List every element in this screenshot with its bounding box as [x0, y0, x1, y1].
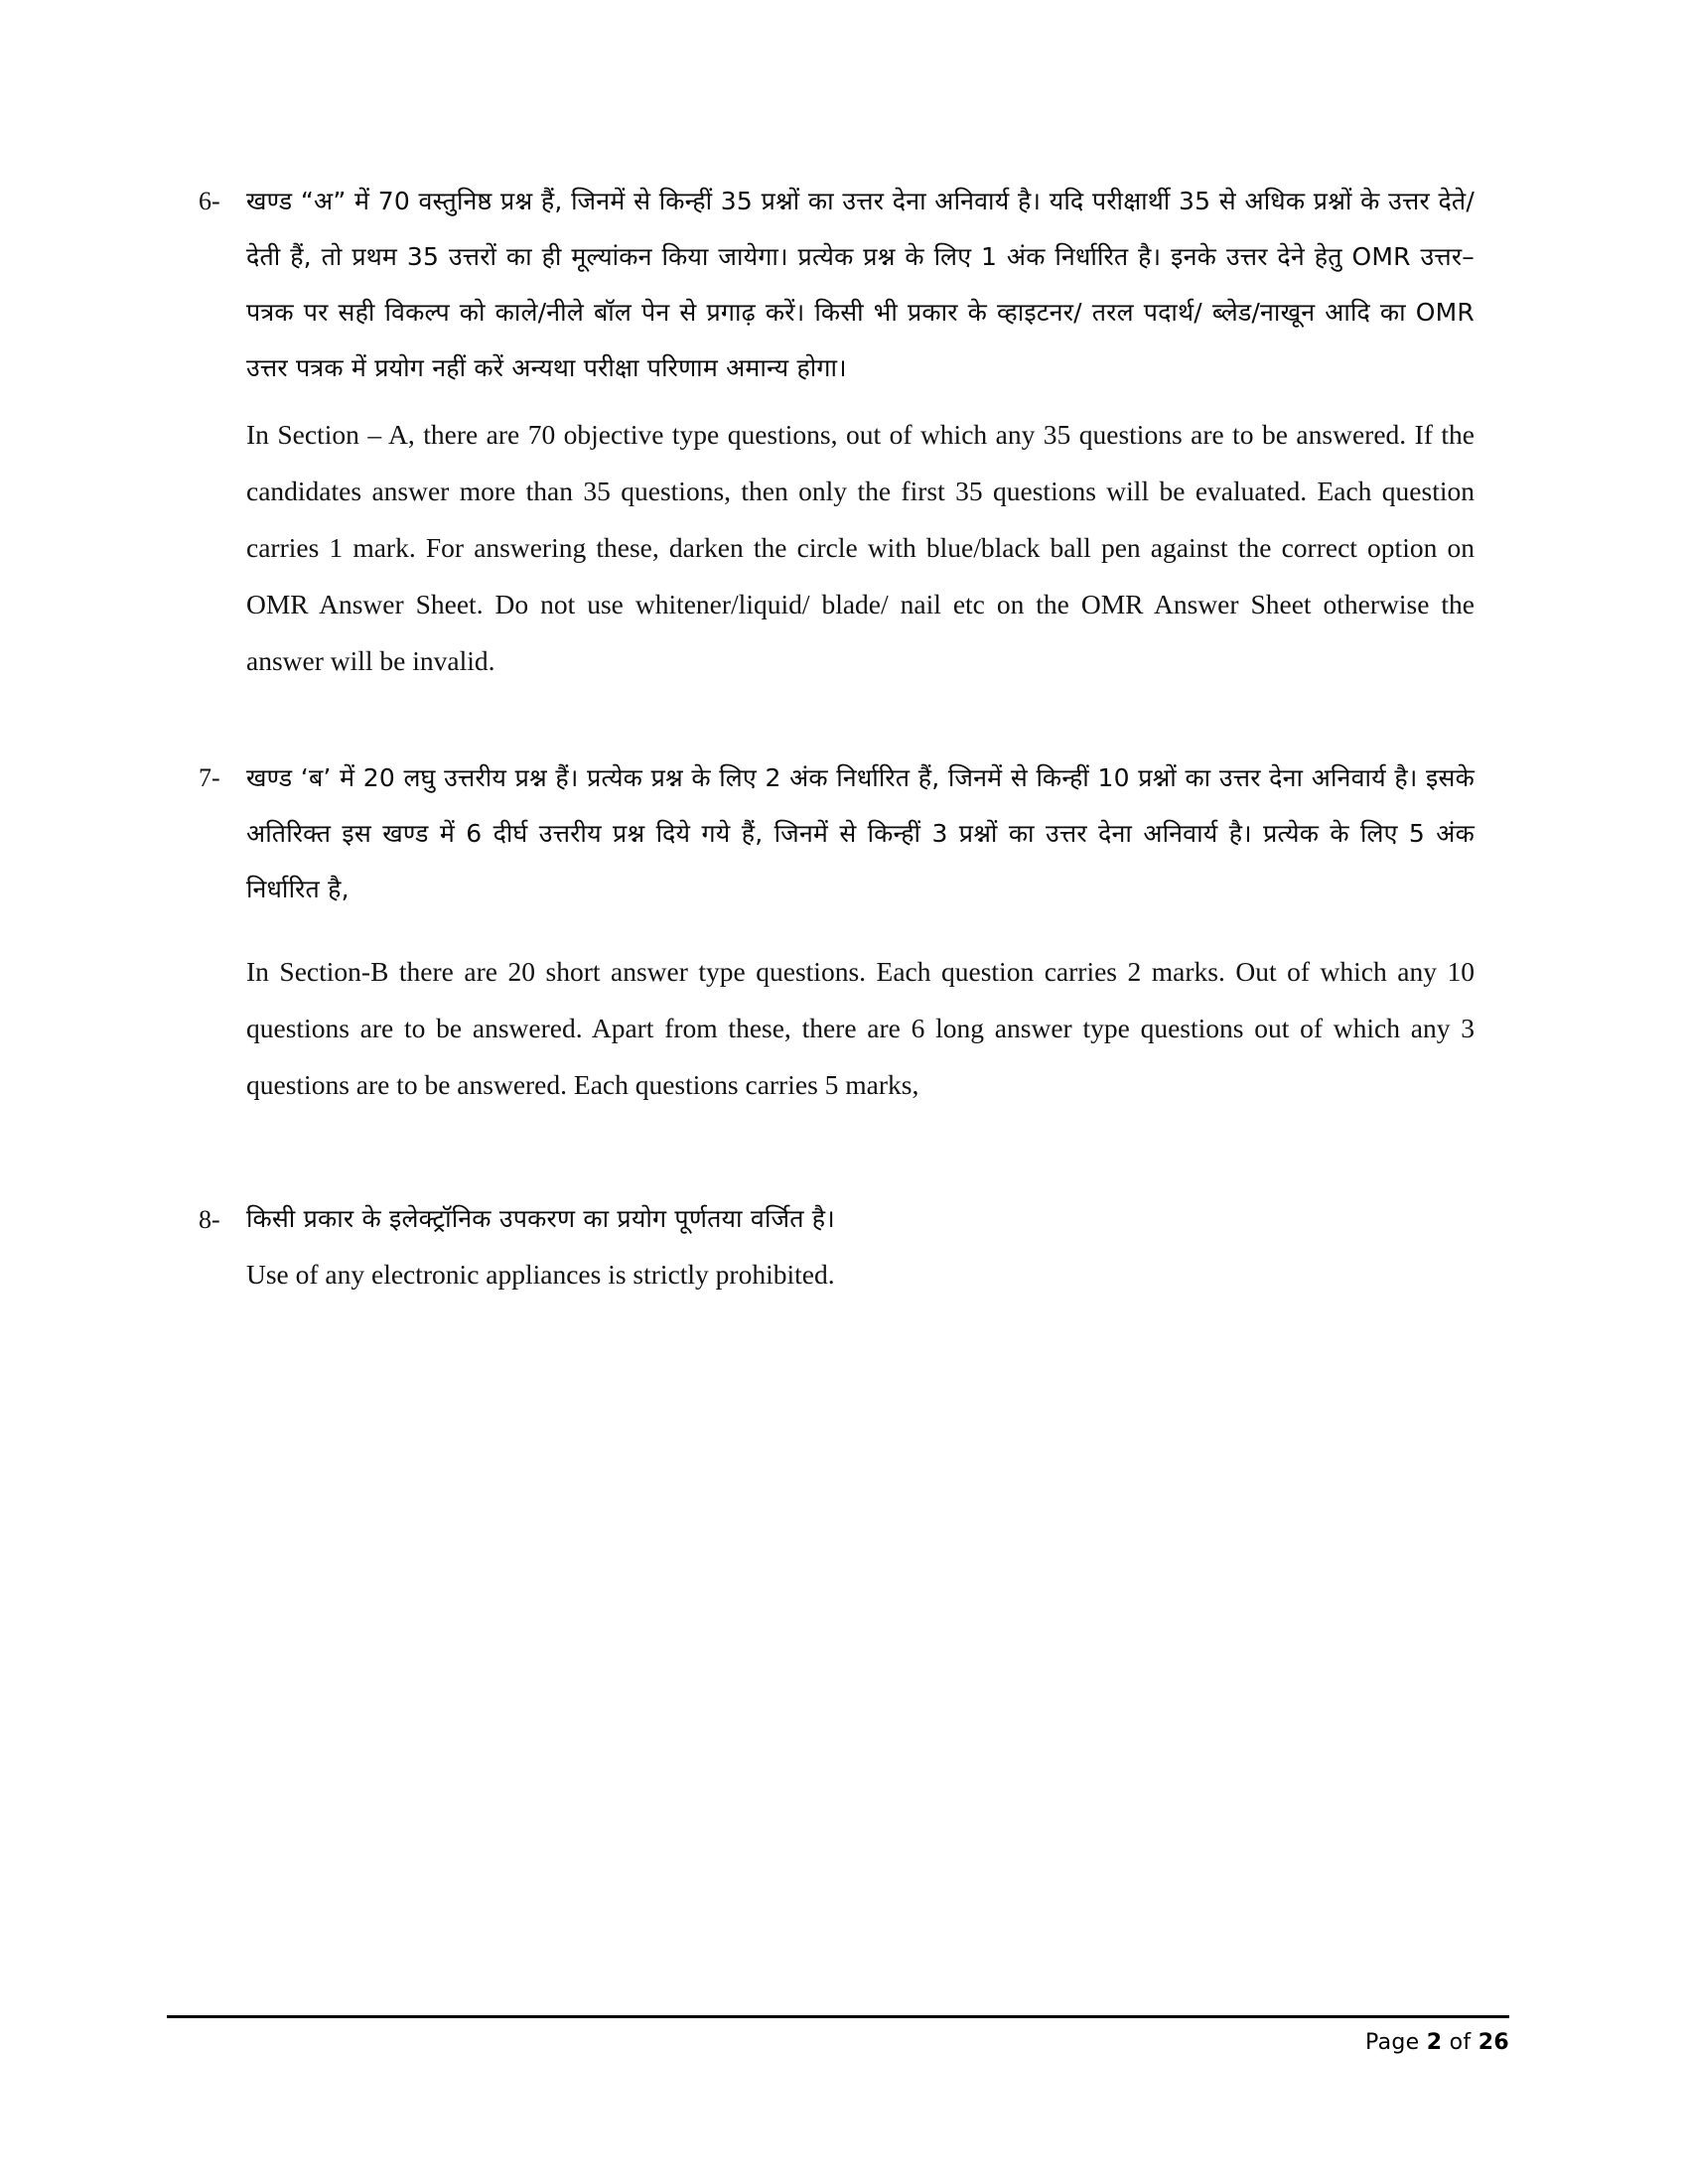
instruction-english-8: Use of any electronic appliances is strictly prohibited. [246, 1259, 835, 1290]
instruction-item-6 [199, 174, 1475, 689]
instruction-body-7 [246, 751, 1475, 1113]
paragraph-spacer [246, 917, 1475, 943]
instruction-english-7: In Section-B there are 20 short answer type questions. Each question carries 2 marks. Out of which any 10 questions are to be answered. Apart from these, there are 6 long answer type questions out of which any 3 questions are to be answered. Each questions carries 5 marks, [246, 956, 1475, 1100]
page-current-number: 2 [1426, 2030, 1443, 2055]
page-label-prefix: Page [1365, 2030, 1420, 2055]
page-total-number: 26 [1477, 2030, 1509, 2055]
instruction-number-6: 6- [199, 187, 220, 215]
item-spacer [199, 1149, 1475, 1192]
footer-divider [167, 2015, 1509, 2018]
instruction-hindi-8: किसी प्रकार के इलेक्ट्रॉनिक उपकरण का प्रयोग पूर्णतया वर्जित है। [246, 1204, 835, 1233]
instruction-number-8: 8- [199, 1205, 220, 1234]
page-footer [167, 2015, 1509, 2055]
instruction-hindi-6: खण्ड “अ” में 70 वस्तुनिष्ठ प्रश्न हैं, जिनमें से किन्हीं 35 प्रश्नों का उत्तर देना अनिवार्य है। यदि परीक्षार्थी 35 से अधिक प्रश्नों के उत्तर देते/देती हैं, तो प्रथम 35 उत्तरों का ही मूल्यांकन किया जायेगा। प्रत्येक प्रश्न के लिए 1 अंक निर्धारित है। इनके उत्तर देने हेतु OMR उत्तर–पत्रक पर सही विकल्प को काले/नीले बॉल पेन से प्रगाढ़ करें। किसी भी प्रकार के व्हाइटनर/ तरल पदार्थ/ ब्लेड/नाखून आदि का OMR उत्तर पत्रक में प्रयोग नहीं करें अन्यथा परीक्षा परिणाम अमान्य होगा। [246, 187, 1475, 382]
item-spacer [199, 725, 1475, 751]
instruction-number-7: 7- [199, 763, 220, 792]
instruction-hindi-7: खण्ड ‘ब’ में 20 लघु उत्तरीय प्रश्न हैं। प्रत्येक प्रश्न के लिए 2 अंक निर्धारित हैं, जिनमें से किन्हीं 10 प्रश्नों का उत्तर देना अनिवार्य है। इसके अतिरिक्त इस खण्ड में 6 दीर्घ उत्तरीय प्रश्न दिये गये हैं, जिनमें से किन्हीं 3 प्रश्नों का उत्तर देना अनिवार्य है। प्रत्येक के लिए 5 अंक निर्धारित है, [246, 763, 1475, 903]
instruction-item-8 [199, 1192, 1475, 1302]
page-number-label [167, 2030, 1509, 2055]
instruction-item-7 [199, 751, 1475, 1113]
page-label-middle: of [1449, 2030, 1472, 2055]
instruction-body-6 [246, 174, 1475, 689]
instructions-list [199, 174, 1475, 1338]
instruction-english-6: In Section – A, there are 70 objective type questions, out of which any 35 questions are to be answered. If the candidates answer more than 35 questions, then only the first 35 questions will be evaluated. Each question carries 1 mark. For answering these, darken the circle with blue/black ball pen against the correct option on OMR Answer Sheet. Do not use whitener/liquid/ blade/ nail etc on the OMR Answer Sheet otherwise the answer will be invalid. [246, 419, 1475, 676]
instruction-body-8 [246, 1192, 1475, 1302]
paragraph-spacer [246, 396, 1475, 406]
